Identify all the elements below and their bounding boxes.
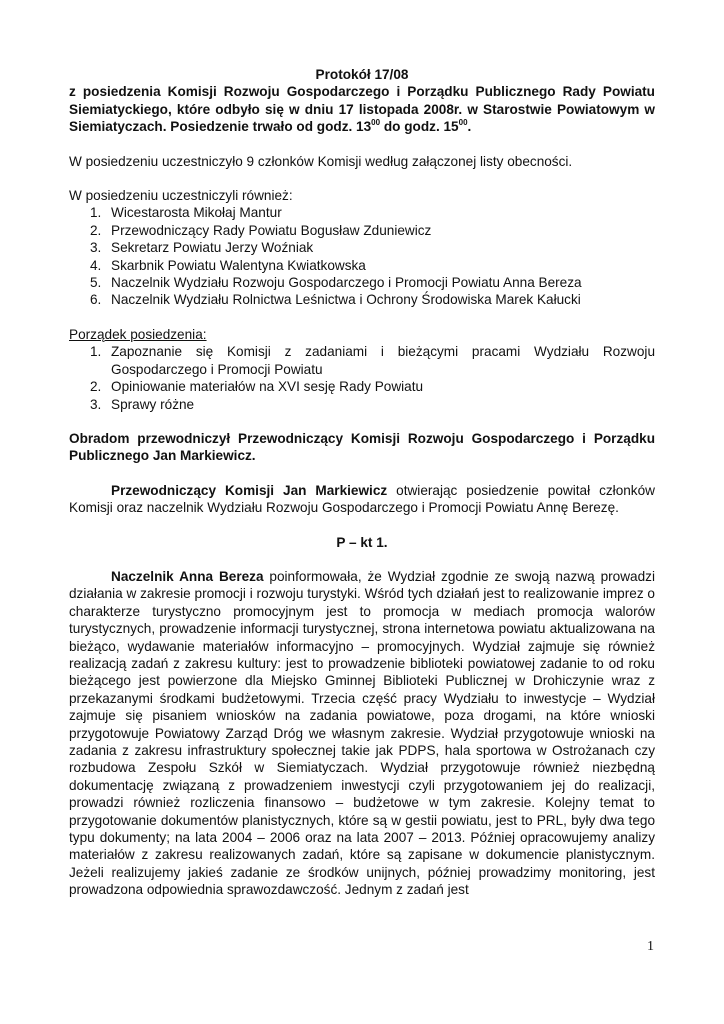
list-item: 1. Zapoznanie się Komisji z zadaniami i bieżącymi pracami Wydziału Rozwoju Gospodarczego i Promocji Powiatu	[90, 344, 655, 377]
protocol-subtitle: z posiedzenia Komisji Rozwoju Gospodarczego i Porządku Publicznego Rady Powiatu Siemiatyckiego, które odbyło się w dniu 17 listopada 2008r. w Starostwie Powiatowym w Siemiatyczach. Posiedzenie trwało od godz. $13^{00}$ do godz. $15^{00}$.	[69, 84, 655, 135]
list-item: 3. Sekretarz Powiatu Jerzy Woźniak	[90, 240, 314, 256]
agenda-list	[69, 343, 655, 413]
point1-paragraph: Naczelnik Anna Bereza poinformowała, że Wydział zgodnie ze swoją nazwą prowadzi działania w zakresie promocji i rozwoju turystyki. Wśród tych działań jest to realizowanie imprez o charakterze turystyczno promocyjnym jest to promocja w mediach promocja walorów turystycznych, prowadzenie informacji turystycznej, strona internetowa powiatu aktualizowana na bieżąco, wydawanie materiałów informacyjno – promocyjnych. Wydział zajmuje się również realizacją zadań z zakresu kultury: jest to prowadzenie biblioteki powiatowej zadanie to od roku bieżącego jest powierzone dla Miejsko Gminnej Biblioteki Publicznej w Drohiczynie wraz z przekazanymi środkami budżetowymi. Trzecia część pracy Wydziału to inwestycje – Wydział zajmuje się pisaniem wniosków na zadania powiatowe, poza drogami, na które wnioski przygotowuje Powiatowy Zarząd Dróg we własnym zakresie. Wydział przygotowuje wnioski na zadania z zakresu infrastruktury społecznej takie jak PDPS, hala sportowa w Ostrożanach czy rozbudowa Zespołu Szkół w Siemiatyczach. Wydział przygotowuje również niezbędną dokumentację związaną z prowadzeniem inwestycji czyli przygotowaniem jej do realizacji, prowadzi również rozliczenia finansowo – budżetowe w tym zakresie. Kolejny temat to przygotowanie dokumentów planistycznych, które są w gestii powiatu, jest to PRL, były dwa tego typu dokumenty; na lata 2004 – 2006 oraz na lata 2007 – 2013. Później opracowujemy analizy materiałów z zakresu realizowanych zadań, które są zapisane w dokumencie planistycznym. Jeżeli realizujemy jakieś zadanie ze środków unijnych, później prowadzimy monitoring, jest prowadzona odpowiednia sprawozdawczość. Jednym z zadań jest	[69, 568, 655, 898]
chair-statement: Obradom przewodniczył Przewodniczący Komisji Rozwoju Gospodarczego i Porządku Publicznego Jan Markiewicz.	[69, 430, 655, 464]
protocol-title: Protokół 17/08	[315, 67, 409, 82]
list-item: 1. Wicestarosta Mikołaj Mantur	[90, 205, 282, 221]
opening-paragraph: Przewodniczący Komisji Jan Markiewicz otwierając posiedzenie powitał członków Komisji oraz naczelnik Wydziału Rozwoju Gospodarczego i Promocji Powiatu Annę Berezę.	[69, 482, 655, 516]
list-item: 4. Skarbnik Powiatu Walentyna Kwiatkowska	[90, 257, 366, 273]
list-item: 2. Opiniowanie materiałów na XVI sesję Rady Powiatu	[90, 379, 424, 395]
also-attended-list	[69, 204, 655, 308]
list-item: 2. Przewodniczący Rady Powiatu Bogusław Zduniewicz	[90, 222, 432, 238]
document-body	[69, 66, 655, 899]
list-item: 3. Sprawy różne	[90, 396, 195, 412]
also-attended-intro: W posiedzeniu uczestniczyli również:	[69, 188, 293, 204]
page-number: 1	[647, 939, 654, 954]
list-item: 6. Naczelnik Wydziału Rolnictwa Leśnictwa i Ochrony Środowiska Marek Kałucki	[90, 292, 581, 308]
point-heading: P – kt 1.	[336, 534, 388, 550]
attendance-text: W posiedzeniu uczestniczyło 9 członków Komisji według załączonej listy obecności.	[69, 153, 573, 169]
agenda-title: Porządek posiedzenia:	[69, 326, 207, 342]
list-item: 5. Naczelnik Wydziału Rozwoju Gospodarczego i Promocji Powiatu Anna Bereza	[90, 275, 582, 291]
